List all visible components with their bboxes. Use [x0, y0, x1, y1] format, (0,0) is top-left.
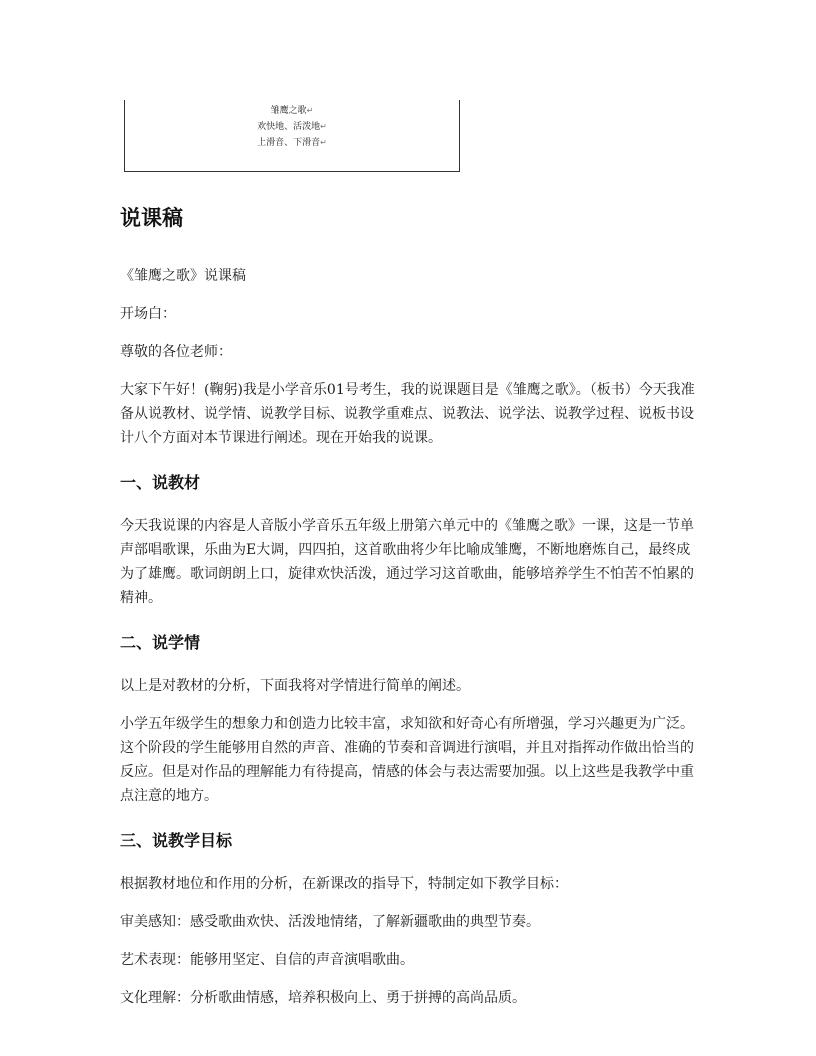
section-objectives-intro: 根据教材地位和作用的分析，在新课改的指导下，特制定如下教学目标：	[120, 876, 568, 892]
objective-aesthetic: 审美感知：感受歌曲欢快、活泼地情绪，了解新疆歌曲的典型节奏。	[120, 914, 540, 930]
section-textbook-paragraph: 今天我说课的内容是人音版小学音乐五年级上册第六单元中的《雏鹰之歌》一课，这是一节单声部唱歌课，乐曲为E大调，四四拍，这首歌曲将少年比喻成雏鹰，不断地磨炼自己，最终成为了雄鹰。歌词朗朗上口，旋律欢快活泼，通过学习这首歌曲，能够培养学生不怕苦不怕累的精神。	[120, 518, 694, 606]
blackboard-design-box	[124, 100, 460, 172]
document-body	[120, 200, 700, 1024]
greeting: 尊敬的各位老师：	[120, 344, 232, 360]
objective-performance: 艺术表现：能够用坚定、自信的声音演唱歌曲。	[120, 952, 414, 968]
intro-paragraph: 大家下午好！(鞠躬)我是小学音乐01号考生，我的说课题目是《雏鹰之歌》。（板书）今天我准备从说教材、说学情、说教学目标、说教学重难点、说教法、说学法、说教学过程、说板书设计八个方面对本节课进行阐述。现在开始我的说课。	[120, 382, 695, 446]
section-heading-textbook: 一、说教材	[120, 473, 201, 492]
board-line-title: 雏鹰之歌	[270, 106, 307, 116]
section-heading-objectives: 三、说教学目标	[120, 831, 233, 850]
board-line-mood: 欢快地、活泼地	[257, 122, 321, 132]
paragraph-mark-icon: ↵	[306, 106, 314, 115]
section-students-paragraph-1: 以上是对教材的分析，下面我将对学情进行简单的阐述。	[120, 678, 470, 694]
section-heading-students: 二、说学情	[120, 633, 201, 652]
document-subtitle: 《雏鹰之歌》说课稿	[120, 268, 246, 284]
objective-culture: 文化理解：分析歌曲情感，培养积极向上、勇于拼搏的高尚品质。	[120, 990, 526, 1006]
document-title: 说课稿	[120, 206, 183, 230]
paragraph-mark-icon: ↵	[320, 122, 327, 131]
opening-label: 开场白：	[120, 306, 176, 322]
paragraph-mark-icon: ↵	[320, 138, 327, 147]
blackboard-text	[125, 103, 459, 151]
section-students-paragraph-2: 小学五年级学生的想象力和创造力比较丰富，求知欲和好奇心有所增强，学习兴趣更为广泛。这个阶段的学生能够用自然的声音、准确的节奏和音调进行演唱，并且对指挥动作做出恰当的反应。但是对作品的理解能力有待提高，情感的体会与表达需要加强。以上这些是我教学中重点注意的地方。	[120, 716, 694, 804]
board-line-technique: 上滑音、下滑音	[257, 138, 321, 148]
